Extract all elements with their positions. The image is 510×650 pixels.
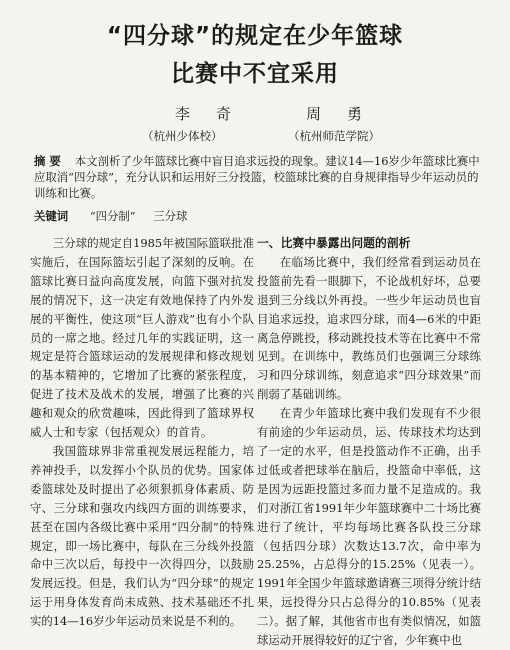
section-heading: 一、比赛中暴露出问题的剖析 bbox=[257, 236, 411, 250]
keywords-label: 关键词 bbox=[34, 209, 69, 223]
abstract bbox=[34, 153, 482, 201]
right-column bbox=[257, 234, 481, 650]
body-paragraph: 我国篮球界非常重视发展远程能力，培养神投手，以发挥小个队员的优势。国家体委篮球处及时提出了必须狠抓身体素质、防守、三分球和强攻内线四方面的训练要求，甚至在国内各级比赛中采用“四分制”的特殊规定，即一场比赛中，每队在三分线外投篮命中三次以后，每投中一次得四分，以鼓励发展远投。但是，我们认为“四分球”的规定运于用身体发育尚未成熟、技术基础还不扎实的14—16岁少年运动员来说是不利的。 bbox=[30, 443, 254, 629]
abstract-label: 摘要 bbox=[34, 154, 65, 168]
keyword-item: “四分制” bbox=[89, 209, 136, 223]
author-affiliation-2: （杭州师范学院） bbox=[288, 129, 380, 143]
left-column bbox=[30, 234, 254, 631]
author-affiliation-1: （杭州少体校） bbox=[142, 129, 223, 143]
body-paragraph: 在青少年篮球比赛中我们发现有不少很有前途的少年运动员，运、传球技术均达到了一定的水平，但是投篮动作不正确，出手过低或者把球举在脑后，投篮命中率低，这是因为远距投篮过多而力量不足造成的。我们对浙江省1991年少年篮球赛中二十场比赛进行了统计，平均每场比赛各队投三分球（包括四分球）次数达13.7次，命中率为25.25%，占总得分的15.25%（见表一）。1991年全国少年篮球邀请赛三项得分统计结果，远投得分只占总得分的10.85%（见表二）。据了解，其他省市也有类似情况，如篮球运动开展得较好的辽宁省，少年赛中也 bbox=[257, 406, 481, 648]
keyword-item: 三分球 bbox=[153, 209, 188, 223]
abstract-text: 本文剖析了少年篮球比赛中盲目追求远投的现象。建议14—16岁少年篮球比赛中应取消“四分球”，充分认识和运用好三分投篮，校篮球比赛的自身规律指导少年运动员的训练和比赛。 bbox=[34, 154, 480, 200]
article-title-line-1: “四分球”的规定在少年篮球 bbox=[106, 23, 404, 49]
body-paragraph: 三分球的规定自1985年被国际篮联批准实施后，在国际篮坛引起了深刻的反响。在篮球比赛日益向高度发展，向篮下强对抗发展的情况下，这一决定有效地保持了内外发展的平衡性，使这项“巨人游戏”也有小个队员的一席之地。经过几年的实践证明，这一规定是符合篮球运动的发展规律和修改规划的基本精神的，它增加了比赛的紧张程度，促进了技术及战术的发展，增强了比赛的兴趣和观众的欣赏趣味，因此得到了篮球界权威人士和专家（包括观众）的首肯。 bbox=[30, 236, 254, 440]
body-paragraph: 在临场比赛中，我们经常看到运动员在投篮前先看一眼脚下，不论战机好坏，总要退到三分线以外再投。一些少年运动员也盲目追求远投，追求四分球，而4—6米的中距离急停跳投，移动跳投技术等在比赛中不常见到。在训练中，教练员们也强调三分球练习和四分球训练，刻意追求“四分球效果”而削弱了基础训练。 bbox=[257, 254, 481, 402]
author-name-2: 周勇 bbox=[306, 105, 389, 123]
author-name-1: 李奇 bbox=[175, 105, 258, 123]
keywords bbox=[34, 208, 482, 224]
article-title-line-2: 比赛中不宜采用 bbox=[171, 61, 339, 87]
